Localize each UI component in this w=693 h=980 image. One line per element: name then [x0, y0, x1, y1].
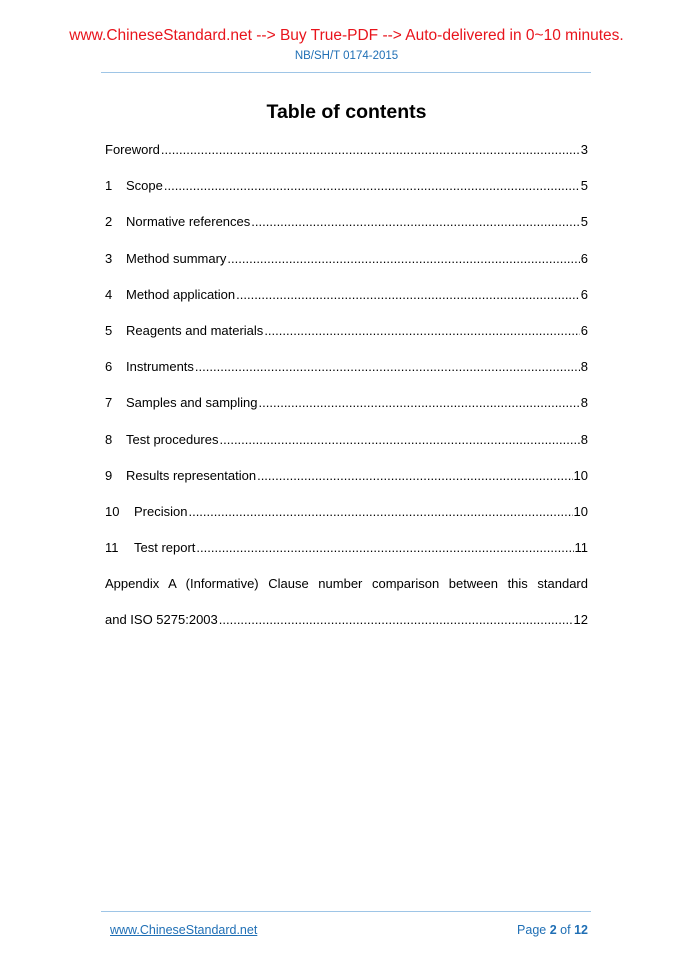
- table-of-contents: [105, 141, 588, 648]
- toc-entry-normative-references[interactable]: [105, 213, 588, 249]
- toc-entry-number: 11: [105, 540, 119, 556]
- footer-website-link[interactable]: www.ChineseStandard.net: [110, 923, 258, 937]
- toc-entry-method-summary[interactable]: [105, 250, 588, 286]
- toc-entry-page: 8: [580, 431, 588, 447]
- toc-entry-label: Method application: [126, 286, 236, 302]
- page-label: Page: [517, 923, 547, 937]
- toc-leader-dots: [259, 394, 580, 412]
- toc-entry-page: 6: [580, 250, 588, 266]
- toc-entry-label: Scope: [126, 178, 163, 194]
- toc-entry-label: Reagents and materials: [126, 322, 264, 338]
- toc-entry-page: 6: [580, 286, 588, 302]
- toc-leader-dots: [236, 286, 580, 304]
- toc-entry-results-representation[interactable]: [105, 467, 588, 503]
- toc-entry-number: 4: [105, 286, 113, 302]
- toc-entry-page: 5: [580, 178, 588, 194]
- toc-entry-scope[interactable]: [105, 177, 588, 213]
- promo-banner-link[interactable]: www.ChineseStandard.net --> Buy True-PDF --> Auto-delivered in 0~10 minutes.: [69, 27, 624, 44]
- toc-entry-test-report[interactable]: [105, 539, 588, 575]
- toc-entry-reagents-and-materials[interactable]: [105, 322, 588, 358]
- toc-entry-label: Method summary: [126, 250, 227, 266]
- toc-entry-precision[interactable]: [105, 503, 588, 539]
- toc-leader-dots: [220, 431, 580, 449]
- toc-entry-label: Test procedures: [126, 431, 219, 447]
- toc-entry-number: 6: [105, 359, 113, 375]
- toc-entry-label: Appendix A (Informative) Clause number comparison between this standard: [105, 576, 588, 592]
- toc-entry-number: 7: [105, 395, 113, 411]
- toc-entry-page: 5: [580, 214, 588, 230]
- toc-entry-page: 8: [580, 395, 588, 411]
- toc-entry-label: and ISO 5275:2003: [105, 612, 218, 628]
- toc-entry-label: Instruments: [126, 359, 194, 375]
- toc-leader-dots: [227, 250, 579, 268]
- page-title: Table of contents: [266, 101, 427, 123]
- toc-entry-foreword[interactable]: [105, 141, 588, 177]
- current-page-number: 2: [549, 923, 557, 937]
- toc-entry-instruments[interactable]: [105, 358, 588, 394]
- footer-divider: [101, 911, 591, 912]
- toc-entry-label: Normative references: [126, 214, 251, 230]
- toc-entry-label: Samples and sampling: [126, 395, 258, 411]
- toc-entry-label: Precision: [134, 503, 188, 519]
- page-of-label: of: [560, 923, 571, 937]
- toc-entry-page: 12: [573, 612, 588, 628]
- toc-leader-dots: [264, 322, 579, 340]
- toc-entry-page: 3: [580, 142, 588, 157]
- toc-leader-dots: [164, 177, 580, 195]
- toc-entry-appendix-a-line1[interactable]: [105, 575, 588, 611]
- toc-entry-page: 6: [580, 322, 588, 338]
- toc-entry-test-procedures[interactable]: [105, 431, 588, 467]
- toc-entry-number: 3: [105, 250, 113, 266]
- toc-leader-dots: [195, 358, 580, 376]
- toc-entry-page: 10: [573, 467, 588, 483]
- total-page-number: 12: [574, 923, 588, 937]
- toc-leader-dots: [219, 611, 573, 629]
- page-indicator: [517, 923, 588, 937]
- toc-entry-label: Foreword: [105, 142, 160, 157]
- toc-entry-number: 8: [105, 431, 113, 447]
- toc-entry-appendix-a-line2[interactable]: [105, 611, 588, 647]
- toc-entry-number: 9: [105, 467, 113, 483]
- toc-entry-number: 5: [105, 322, 113, 338]
- header-divider: [101, 72, 591, 73]
- toc-leader-dots: [196, 539, 573, 557]
- toc-leader-dots: [188, 503, 572, 521]
- toc-entry-page: 10: [573, 503, 588, 519]
- document-number: NB/SH/T 0174-2015: [294, 50, 399, 62]
- toc-entry-number: 2: [105, 214, 113, 230]
- toc-entry-number: 10: [105, 503, 120, 519]
- toc-entry-method-application[interactable]: [105, 286, 588, 322]
- toc-leader-dots: [161, 141, 580, 159]
- toc-entry-page: 11: [574, 540, 588, 556]
- toc-entry-page: 8: [580, 359, 588, 375]
- toc-leader-dots: [251, 213, 579, 231]
- toc-entry-label: Results representation: [126, 467, 257, 483]
- toc-entry-samples-and-sampling[interactable]: [105, 394, 588, 430]
- toc-leader-dots: [257, 467, 572, 485]
- toc-entry-number: 1: [105, 178, 113, 194]
- toc-entry-label: Test report: [134, 540, 196, 556]
